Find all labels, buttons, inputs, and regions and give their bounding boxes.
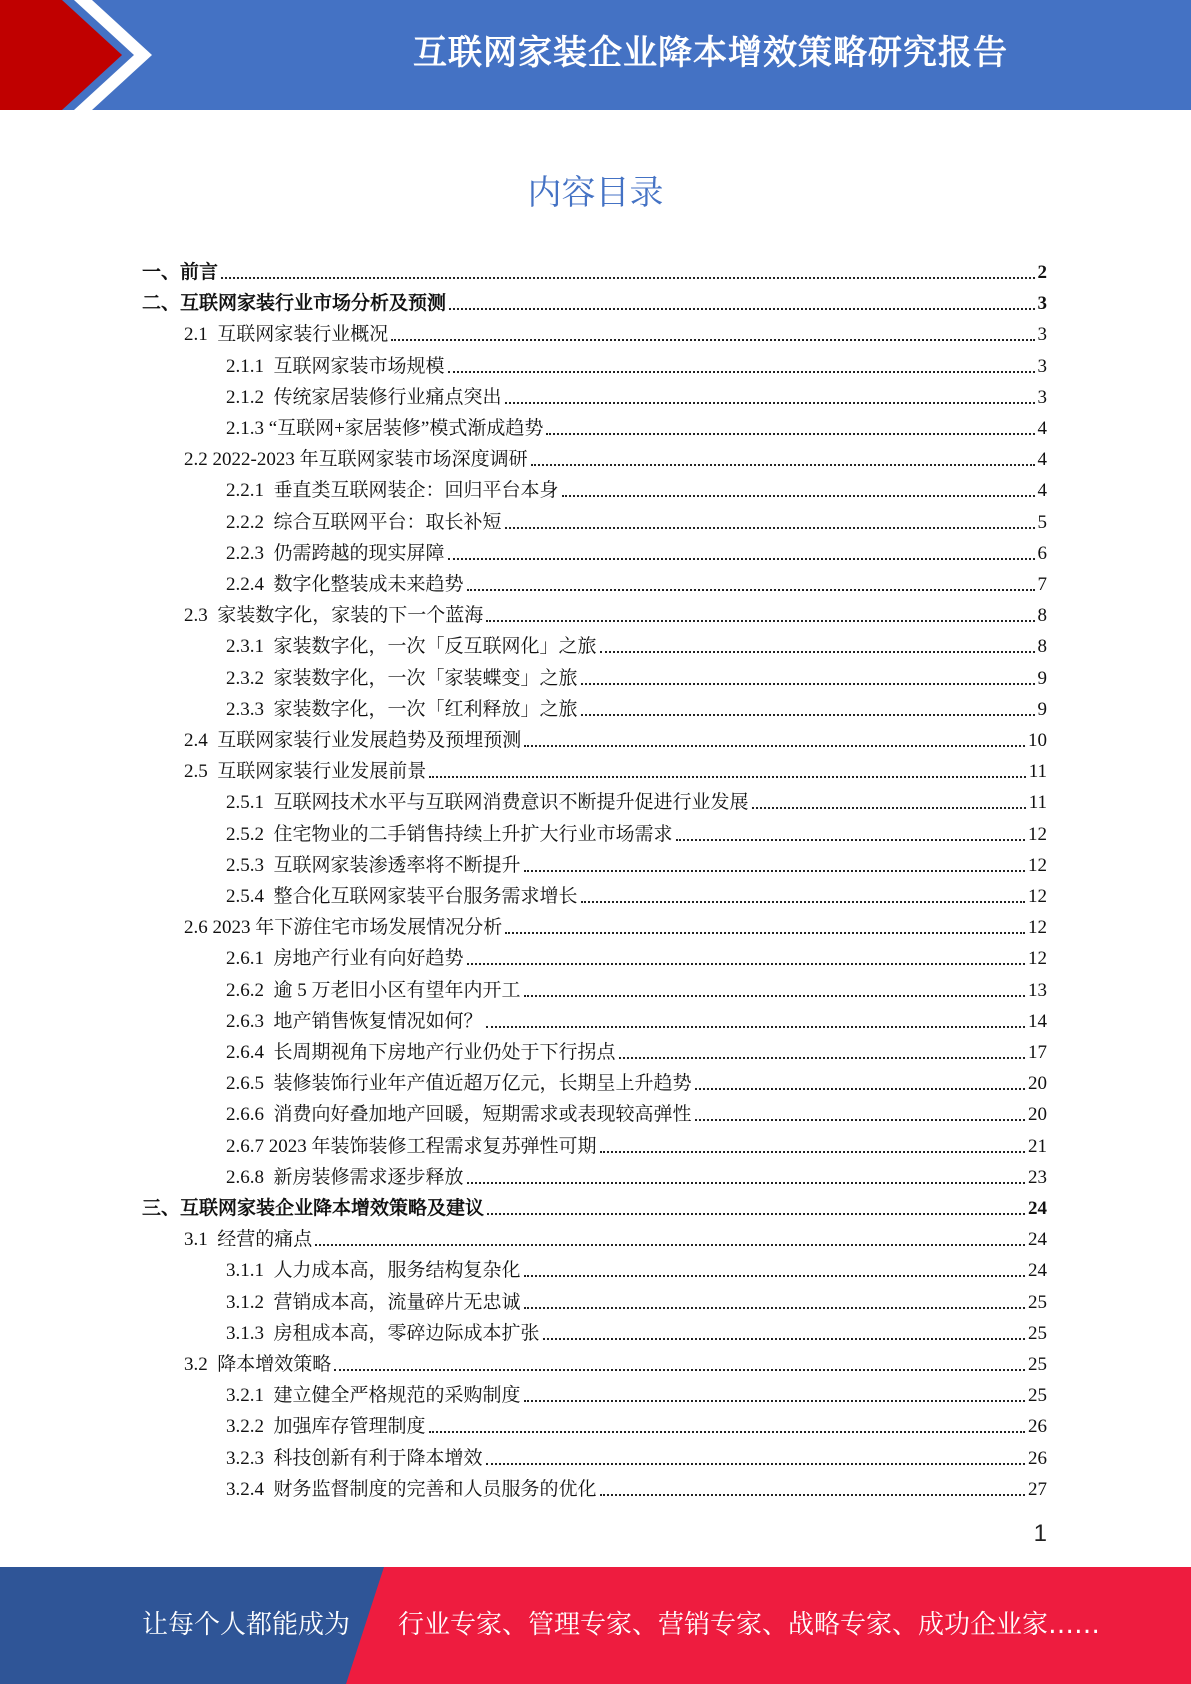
toc-entry[interactable] [226, 503, 1047, 534]
toc-entry-page: 4 [1037, 418, 1047, 439]
toc-entry-page: 24 [1028, 1229, 1047, 1251]
toc-entry[interactable] [226, 409, 1047, 440]
toc-entry-title: 3.1.3 房租成本高，零碎边际成本扩张 [226, 1322, 540, 1344]
toc-entry-title: 2.2.1 垂直类互联网装企：回归平台本身 [226, 480, 559, 502]
toc-dot-leader [334, 1369, 1025, 1371]
toc-entry[interactable] [226, 1033, 1047, 1064]
toc-dot-leader [448, 558, 1035, 560]
toc-dot-leader [391, 339, 1034, 341]
document-title: 互联网家装企业降本增效策略研究报告 [413, 33, 1008, 73]
toc-entry-title: 2.6.3 地产销售恢复情况如何？ [226, 1010, 483, 1032]
toc-entry-title: 2.2.2 综合互联网平台：取长补短 [226, 511, 502, 533]
toc-entry-page: 9 [1037, 667, 1047, 689]
toc-dot-leader [505, 932, 1025, 934]
toc-entry-title: 三、互联网家装企业降本增效策略及建议 [142, 1198, 485, 1219]
toc-dot-leader [449, 308, 1034, 310]
toc-entry-title: 2.5.4 整合化互联网家装平台服务需求增长 [226, 886, 578, 907]
toc-entry-page: 3 [1037, 355, 1047, 377]
toc-dot-leader [581, 901, 1025, 903]
toc-entry-page: 4 [1037, 480, 1047, 502]
toc-entry[interactable] [226, 378, 1047, 409]
toc-dot-leader [486, 1463, 1025, 1465]
toc-entry[interactable] [226, 1439, 1047, 1470]
toc-dot-leader [524, 1400, 1025, 1402]
toc-entry-title: 2.1.1 互联网家装市场规模 [226, 355, 445, 377]
toc-entry[interactable] [226, 1407, 1047, 1438]
toc-dot-leader [546, 433, 1034, 435]
toc-entry[interactable] [226, 471, 1047, 502]
toc-entry-page: 24 [1028, 1198, 1047, 1219]
toc-entry-page: 12 [1028, 917, 1047, 939]
toc-entry[interactable] [142, 284, 1047, 315]
toc-entry-title: 2.4 互联网家装行业发展趋势及预埋预测 [184, 730, 522, 751]
toc-entry-title: 2.5.1 互联网技术水平与互联网消费意识不断提升促进行业发展 [226, 792, 749, 814]
toc-entry-page: 23 [1028, 1166, 1047, 1188]
toc-dot-leader [467, 1182, 1025, 1184]
toc-dot-leader [524, 870, 1025, 872]
toc-entry-title: 3.2.4 财务监督制度的完善和人员服务的优化 [226, 1478, 597, 1500]
toc-entry-title: 2.2 2022-2023 年互联网家装市场深度调研 [184, 449, 528, 471]
toc-dot-leader [600, 651, 1035, 653]
toc-dot-leader [562, 495, 1035, 497]
toc-entry-page: 2 [1037, 262, 1047, 283]
toc-entry-title: 2.2.4 数字化整装成未来趋势 [226, 574, 464, 595]
toc-dot-leader [619, 1057, 1025, 1059]
toc-entry-page: 9 [1037, 698, 1047, 720]
toc-entry-page: 20 [1028, 1073, 1047, 1095]
toc-entry-title: 3.2 降本增效策略 [184, 1354, 332, 1375]
toc-entry-page: 26 [1028, 1416, 1047, 1438]
toc-entry-title: 2.3.1 家装数字化，一次「反互联网化」之旅 [226, 636, 597, 658]
toc-entry-page: 8 [1037, 636, 1047, 658]
toc-entry-page: 12 [1028, 854, 1047, 876]
toc-entry-page: 3 [1037, 324, 1047, 346]
toc-entry-title: 2.5.2 住宅物业的二手销售持续上升扩大行业市场需求 [226, 823, 673, 845]
toc-entry[interactable] [226, 783, 1047, 814]
toc-entry-page: 26 [1028, 1447, 1047, 1469]
toc-dot-leader [543, 1338, 1025, 1340]
toc-entry-page: 27 [1028, 1478, 1047, 1500]
toc-entry-page: 12 [1028, 948, 1047, 970]
toc-entry-page: 4 [1037, 449, 1047, 471]
toc-entry-page: 13 [1028, 979, 1047, 1001]
toc-entry[interactable] [226, 1002, 1047, 1033]
toc-entry[interactable] [226, 939, 1047, 970]
toc-entry[interactable] [184, 440, 1047, 471]
toc-dot-leader [467, 589, 1035, 591]
toc-entry-page: 3 [1037, 386, 1047, 408]
toc-entry-page: 25 [1028, 1385, 1047, 1407]
toc-dot-leader [600, 1151, 1025, 1153]
toc-entry[interactable] [226, 1314, 1047, 1345]
toc-entry[interactable] [226, 1283, 1047, 1314]
toc-dot-leader [695, 1088, 1025, 1090]
toc-dot-leader [695, 1119, 1025, 1121]
toc-entry-title: 2.6.2 逾 5 万老旧小区有望年内开工 [226, 979, 521, 1001]
toc-dot-leader [505, 402, 1035, 404]
toc-entry-title: 2.1.2 传统家居装修行业痛点突出 [226, 386, 502, 408]
toc-entry[interactable] [184, 752, 1047, 783]
toc-entry-page: 7 [1037, 574, 1047, 595]
page-footer [0, 1567, 1191, 1684]
toc-entry-title: 2.6 2023 年下游住宅市场发展情况分析 [184, 917, 503, 939]
toc-dot-leader [487, 1213, 1025, 1215]
toc-entry-page: 11 [1028, 792, 1047, 814]
toc-entry[interactable] [184, 721, 1047, 752]
toc-entry[interactable] [226, 659, 1047, 690]
toc-dot-leader [486, 1026, 1025, 1028]
toc-entry-page: 11 [1028, 761, 1047, 783]
toc-dot-leader [600, 1494, 1025, 1496]
toc-dot-leader [486, 620, 1034, 622]
toc-entry-title: 3.2.3 科技创新有利于降本增效 [226, 1447, 483, 1469]
toc-entry[interactable] [226, 1251, 1047, 1282]
toc-dot-leader [581, 683, 1035, 685]
toc-entry-title: 3.1 经营的痛点 [184, 1229, 313, 1251]
footer-slogan-left: 让每个人都能成为 [142, 1610, 351, 1640]
toc-entry-title: 2.5 互联网家装行业发展前景 [184, 761, 427, 783]
toc-dot-leader [448, 371, 1035, 373]
toc-dot-leader [524, 995, 1025, 997]
toc-entry-title: 2.6.7 2023 年装饰装修工程需求复苏弹性可期 [226, 1135, 597, 1157]
toc-entry[interactable] [226, 1376, 1047, 1407]
toc-entry-page: 12 [1028, 886, 1047, 907]
toc-entry-title: 3.1.2 营销成本高，流量碎片无忠诚 [226, 1291, 521, 1313]
toc-entry-page: 12 [1028, 823, 1047, 845]
toc-entry-title: 2.2.3 仍需跨越的现实屏障 [226, 542, 445, 564]
toc-entry[interactable] [226, 1064, 1047, 1095]
page-header [0, 0, 1191, 110]
toc-entry-title: 3.2.2 加强库存管理制度 [226, 1416, 426, 1438]
footer-slogan-right: 行业专家、管理专家、营销专家、战略专家、成功企业家…… [398, 1610, 1101, 1640]
toc-entry[interactable] [226, 690, 1047, 721]
toc-entry-title: 3.2.1 建立健全严格规范的采购制度 [226, 1385, 521, 1407]
toc-entry[interactable] [226, 1127, 1047, 1158]
toc-entry-page: 20 [1028, 1104, 1047, 1126]
toc-entry[interactable] [226, 971, 1047, 1002]
toc-entry-title: 2.3 家装数字化，家装的下一个蓝海 [184, 605, 484, 627]
toc-entry-title: 一、前言 [142, 262, 219, 283]
toc-entry[interactable] [226, 534, 1047, 565]
toc-entry-page: 14 [1028, 1010, 1047, 1032]
toc-dot-leader [467, 963, 1025, 965]
toc-dot-leader [752, 807, 1026, 809]
toc-entry-page: 5 [1037, 511, 1047, 533]
toc-dot-leader [221, 277, 1034, 279]
toc-entry-page: 25 [1028, 1354, 1047, 1375]
toc-entry-page: 3 [1037, 293, 1047, 315]
toc-entry[interactable] [226, 627, 1047, 658]
toc-entry-title: 2.1 互联网家装行业概况 [184, 324, 389, 346]
toc-entry-title: 3.1.1 人力成本高，服务结构复杂化 [226, 1260, 521, 1282]
toc-entry[interactable] [226, 815, 1047, 846]
toc-entry-page: 8 [1037, 605, 1047, 627]
toc-dot-leader [429, 1431, 1025, 1433]
toc-entry-page: 25 [1028, 1291, 1047, 1313]
toc-entry[interactable] [142, 1189, 1047, 1220]
toc-entry[interactable] [142, 253, 1047, 284]
toc-dot-leader [429, 776, 1025, 778]
toc-dot-leader [524, 1275, 1025, 1277]
toc-entry-page: 10 [1028, 730, 1047, 751]
toc-dot-leader [505, 527, 1035, 529]
toc-dot-leader [676, 839, 1025, 841]
toc-entry-title: 2.6.8 新房装修需求逐步释放 [226, 1166, 464, 1188]
toc-entry[interactable] [226, 846, 1047, 877]
toc-entry-title: 2.6.6 消费向好叠加地产回暖，短期需求或表现较高弹性 [226, 1104, 692, 1126]
toc-entry[interactable] [184, 315, 1047, 346]
toc-entry[interactable] [184, 596, 1047, 627]
toc-entry-title: 2.6.4 长周期视角下房地产行业仍处于下行拐点 [226, 1042, 616, 1063]
toc-entry-page: 25 [1028, 1322, 1047, 1344]
toc-entry[interactable] [226, 347, 1047, 378]
toc-entry-title: 2.3.3 家装数字化，一次「红利释放」之旅 [226, 698, 578, 720]
toc-entry-page: 24 [1028, 1260, 1047, 1282]
toc-entry[interactable] [226, 565, 1047, 596]
page-number: 1 [1033, 1520, 1047, 1547]
toc-entry[interactable] [226, 1158, 1047, 1189]
toc-entry-page: 21 [1028, 1135, 1047, 1157]
toc-entry[interactable] [184, 1220, 1047, 1251]
toc-entry-title: 2.5.3 互联网家装渗透率将不断提升 [226, 854, 521, 876]
toc-entry-title: 二、互联网家装行业市场分析及预测 [142, 293, 447, 315]
toc-entry-title: 2.6.5 装修装饰行业年产值近超万亿元，长期呈上升趋势 [226, 1073, 692, 1095]
toc-entry-title: 2.6.1 房地产行业有向好趋势 [226, 948, 464, 970]
toc-entry-title: 2.1.3 “互联网+家居装修”模式渐成趋势 [226, 418, 544, 439]
toc-entry-title: 2.3.2 家装数字化，一次「家装蝶变」之旅 [226, 667, 578, 689]
toc-dot-leader [315, 1244, 1025, 1246]
toc-dot-leader [524, 745, 1025, 747]
toc-entry[interactable] [184, 1345, 1047, 1376]
toc-entry[interactable] [226, 1470, 1047, 1501]
toc-dot-leader [531, 464, 1035, 466]
toc-entry-page: 17 [1028, 1042, 1047, 1063]
toc-dot-leader [524, 1307, 1025, 1309]
toc-entry[interactable] [184, 908, 1047, 939]
toc-entry[interactable] [226, 1095, 1047, 1126]
toc-dot-leader [581, 714, 1035, 716]
toc-entry[interactable] [226, 877, 1047, 908]
toc-heading: 内容目录 [527, 173, 664, 213]
toc-entry-page: 6 [1037, 542, 1047, 564]
